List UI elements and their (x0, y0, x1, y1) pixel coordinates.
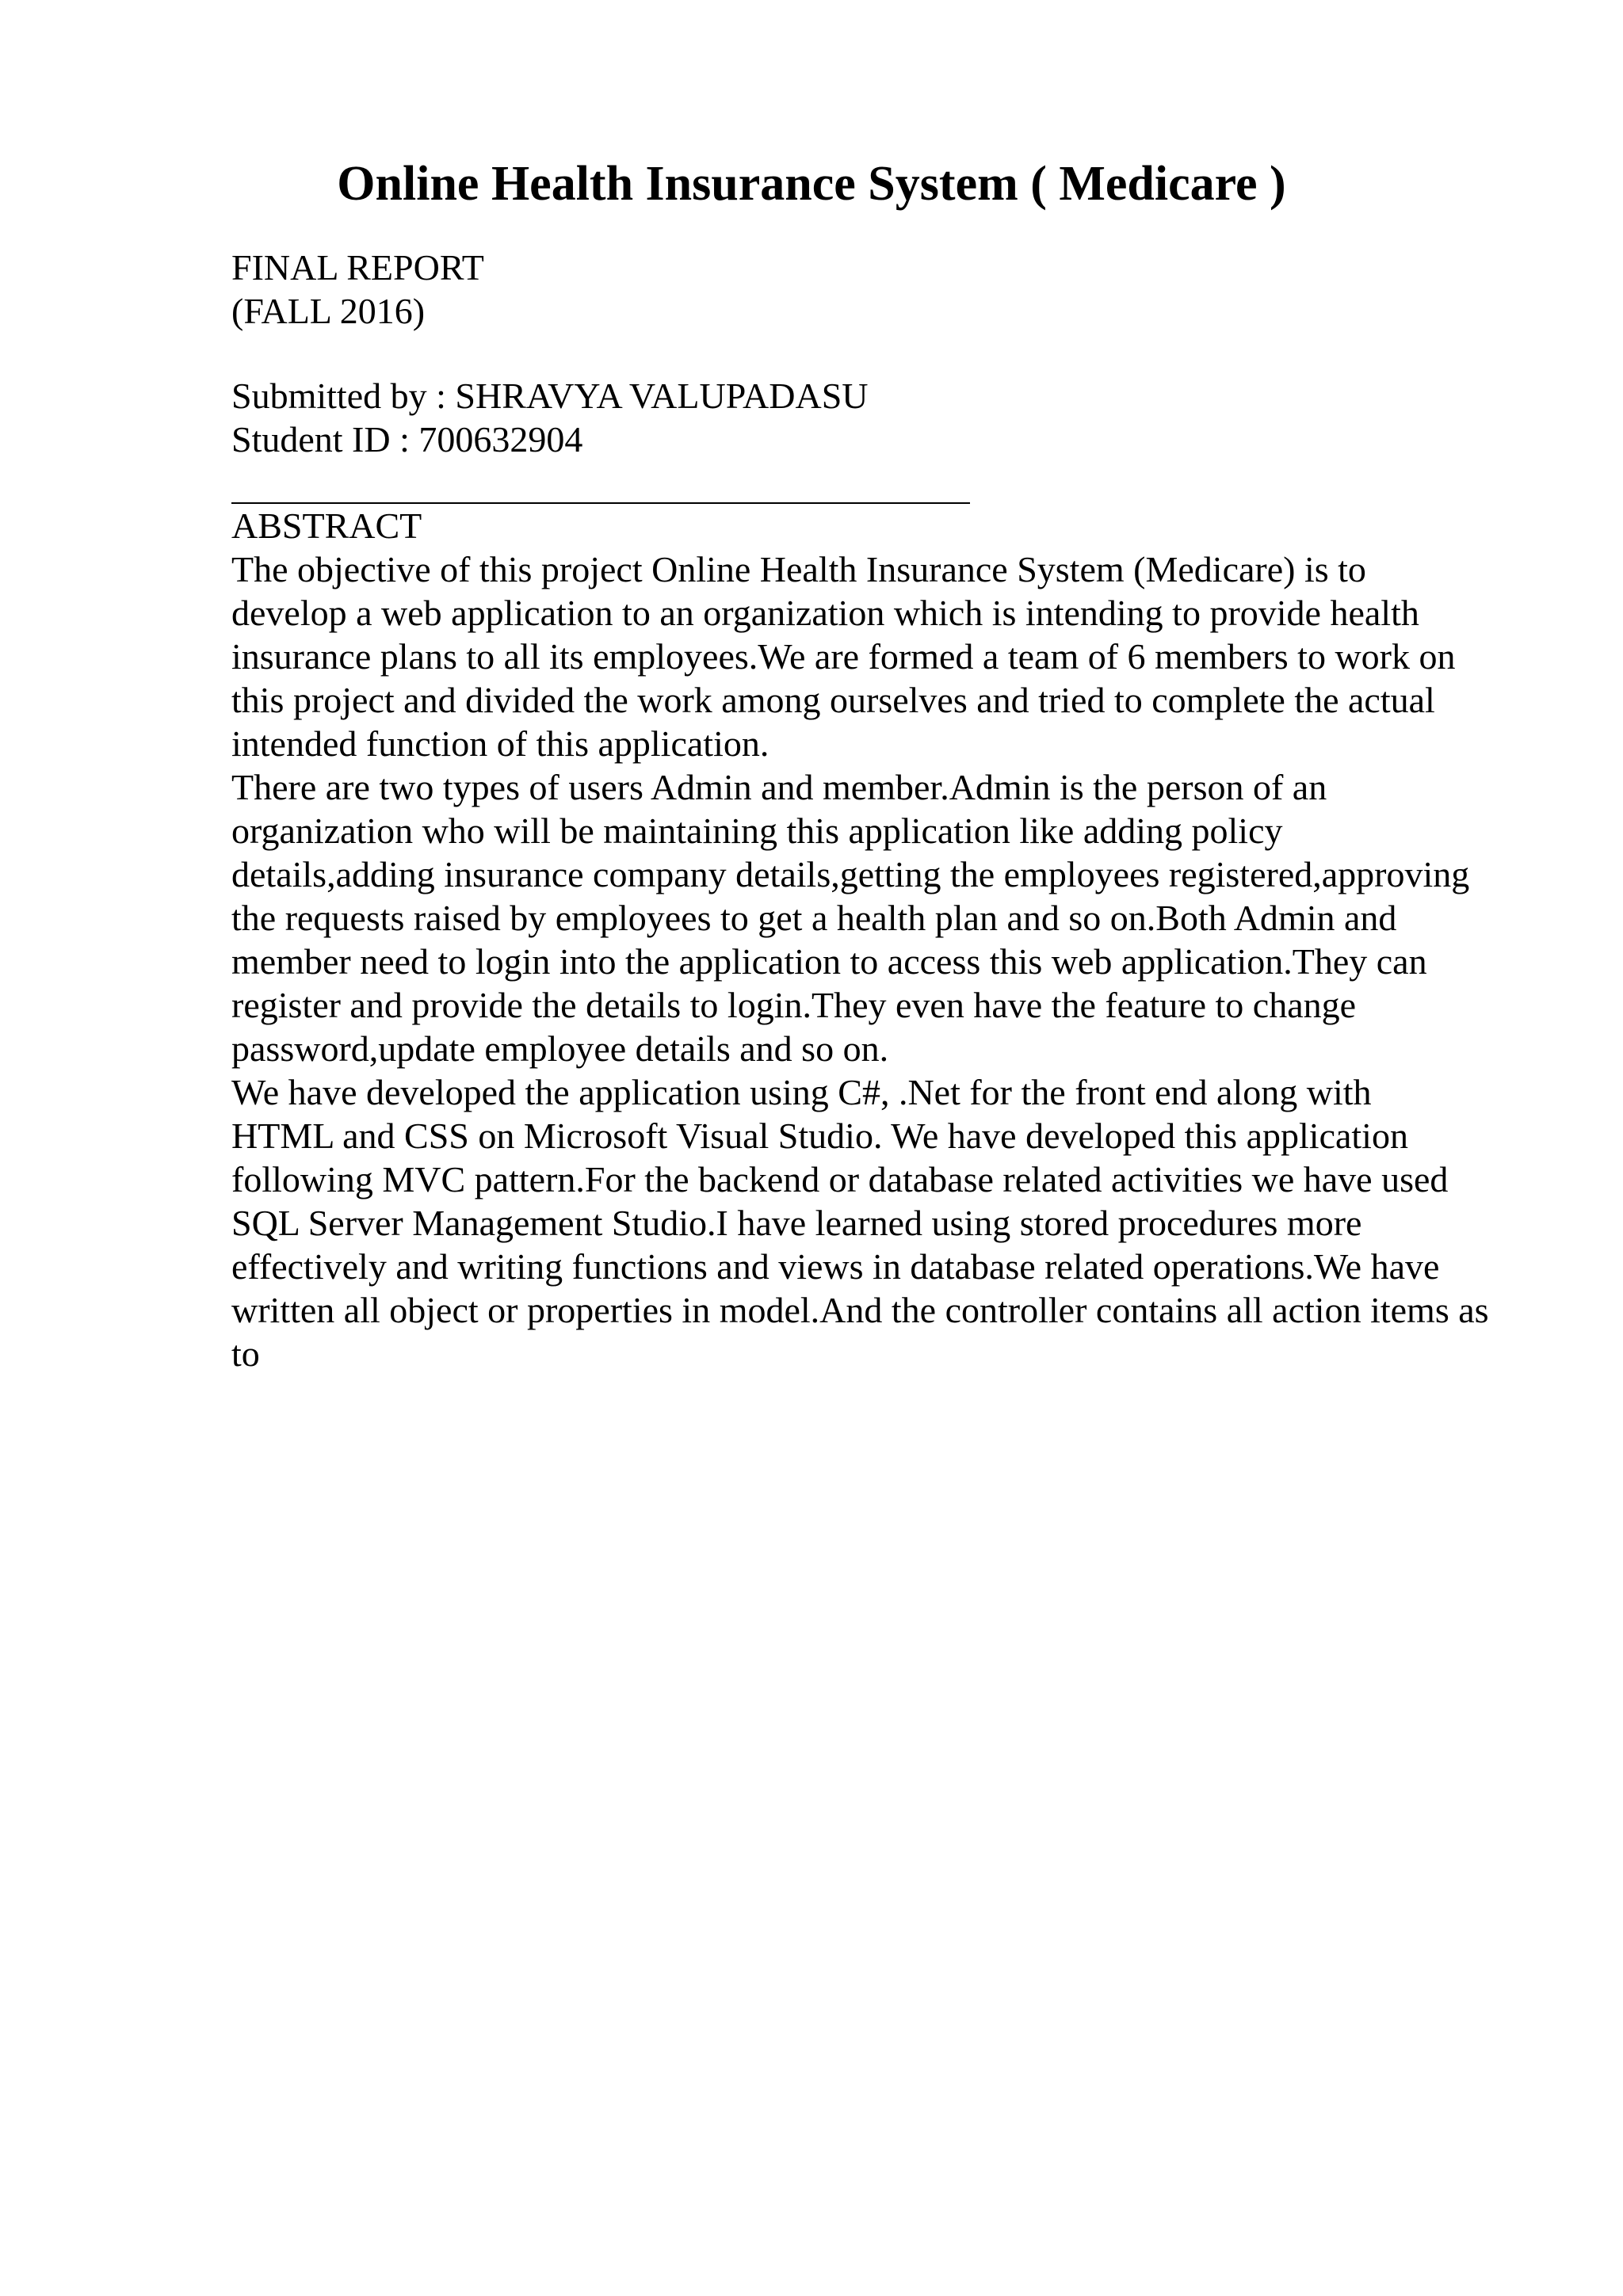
abstract-line: register and provide the details to login.They even have the feature to change (231, 985, 1357, 1025)
document-title: Online Health Insurance System ( Medicare ) (337, 157, 1286, 211)
report-info (231, 246, 1539, 333)
abstract-line: insurance plans to all its employees.We are formed a team of 6 members to work on (231, 636, 1456, 677)
abstract-line: HTML and CSS on Microsoft Visual Studio. We have developed this application (231, 1116, 1408, 1156)
abstract-line: password,update employee details and so on. (231, 1028, 889, 1069)
abstract-line: SQL Server Management Studio.I have learned using stored procedures more (231, 1203, 1362, 1243)
submitted-by: Submitted by : SHRAVYA VALUPADASU (231, 376, 869, 416)
report-type: FINAL REPORT (231, 247, 484, 288)
student-id: Student ID : 700632904 (231, 419, 583, 460)
abstract-line: written all object or properties in model.And the controller contains all action items as (231, 1290, 1489, 1330)
abstract-line: effectively and writing functions and views in database related operations.We have (231, 1246, 1440, 1287)
abstract-line: the requests raised by employees to get a health plan and so on.Both Admin and (231, 898, 1397, 938)
abstract-line: The objective of this project Online Health Insurance System (Medicare) is to (231, 549, 1366, 589)
abstract-line: We have developed the application using C#, .Net for the front end along with (231, 1072, 1372, 1112)
abstract-section (231, 504, 1539, 1375)
abstract-line: intended function of this application. (231, 723, 769, 764)
abstract-heading: ABSTRACT (231, 505, 422, 546)
abstract-line: There are two types of users Admin and member.Admin is the person of an (231, 767, 1327, 807)
abstract-line: to (231, 1333, 260, 1374)
abstract-line: organization who will be maintaining this application like adding policy (231, 810, 1283, 851)
abstract-line: member need to login into the application to access this web application.They can (231, 941, 1427, 982)
report-term: (FALL 2016) (231, 291, 426, 331)
submitter-info (231, 374, 1539, 461)
abstract-line: develop a web application to an organization which is intending to provide health (231, 593, 1419, 633)
abstract-line: following MVC pattern.For the backend or database related activities we have used (231, 1159, 1449, 1199)
abstract-line: details,adding insurance company details,getting the employees registered,approving (231, 854, 1470, 894)
abstract-line: this project and divided the work among ourselves and tried to complete the actual (231, 680, 1435, 720)
